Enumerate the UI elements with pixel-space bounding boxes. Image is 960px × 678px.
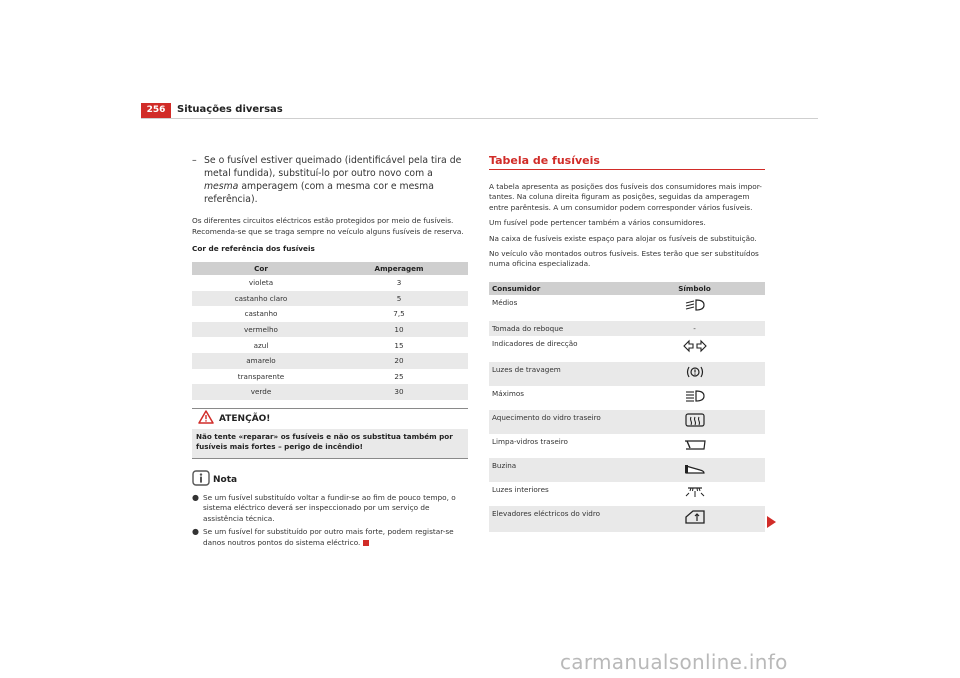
dash-text-after: amperagem (com a mesma cor e mesma referência). <box>204 181 434 205</box>
warning-title: ATENÇÃO! <box>219 413 271 424</box>
consumer-cell: Tomada do reboque <box>489 321 624 336</box>
table-row <box>192 337 468 353</box>
consumer-cell: Indicadores de direcção <box>492 338 578 348</box>
low-beam-icon <box>682 298 708 312</box>
amperage-cell: 20 <box>330 353 468 369</box>
table-row <box>489 336 765 362</box>
note-info-icon <box>192 470 210 490</box>
table-row <box>192 353 468 369</box>
bullet: ● <box>192 492 199 502</box>
dash-marker: – <box>192 155 197 166</box>
consumer-cell: Aquecimento do vidro traseiro <box>489 410 624 434</box>
color-cell: azul <box>253 340 269 350</box>
amperage-cell: 10 <box>330 322 468 338</box>
color-cell: amarelo <box>192 353 330 369</box>
paragraph: Na caixa de fusíveis existe espaço para alojar os fusíveis de substituição. <box>489 233 757 243</box>
color-cell: vermelho <box>192 322 330 338</box>
symbol-cell <box>624 336 765 362</box>
note-item-text: Se um fusível for substituído por outro mais forte, podem registar-se danos noutros pontos do sistema eléctrico. <box>203 527 454 547</box>
symbol-column-header: Símbolo <box>624 282 765 295</box>
table-row <box>489 295 765 321</box>
dash-item <box>192 154 468 206</box>
consumer-cell: Luzes interiores <box>492 484 549 494</box>
table-row <box>489 434 765 458</box>
section-end-marker <box>363 540 369 546</box>
warning-triangle-icon <box>198 409 214 428</box>
consumer-cell: Elevadores eléctricos do vidro <box>489 506 624 532</box>
rear-defrost-icon <box>682 413 708 427</box>
symbol-cell: - <box>624 321 765 336</box>
watermark: carmanualsonline.info <box>560 650 788 674</box>
bullet: ● <box>192 527 199 537</box>
note-header <box>192 470 468 490</box>
right-column <box>489 154 765 532</box>
symbol-cell <box>624 410 765 434</box>
table-row <box>489 506 765 532</box>
table-row <box>489 458 765 482</box>
fuse-table-header-row <box>489 282 765 295</box>
rear-wiper-icon <box>682 437 708 451</box>
consumer-cell: Buzina <box>489 458 624 482</box>
amperage-column-header: Amperagem <box>330 262 468 275</box>
symbol-cell <box>624 482 765 506</box>
note-item-text-wrap <box>203 527 468 548</box>
dash-item-text <box>204 154 468 206</box>
symbol-cell <box>624 434 765 458</box>
dash-text-italic: mesma <box>204 181 239 192</box>
section-title-rule <box>489 169 765 170</box>
amperage-cell: 3 <box>396 278 402 288</box>
fuse-table <box>489 282 765 532</box>
paragraph: Um fusível pode pertencer também a vários consumidores. <box>489 218 706 228</box>
table-row <box>192 369 468 385</box>
header-divider <box>141 118 818 119</box>
consumer-cell: Luzes de travagem <box>489 362 624 386</box>
page-header-title: Situações diversas <box>177 104 283 115</box>
left-column <box>192 154 468 548</box>
warning-text: Não tente «reparar» os fusíveis e não os substitua também por fusíveis mais fortes – perigo de incêndio! <box>196 431 453 452</box>
consumer-cell: Limpa-vidros traseiro <box>492 436 568 446</box>
power-window-icon <box>682 509 708 525</box>
color-cell: violeta <box>248 278 274 288</box>
color-cell: castanho claro <box>192 291 330 307</box>
table-row <box>192 275 468 291</box>
amperage-cell: 30 <box>330 384 468 400</box>
color-table-title: Cor de referência dos fusíveis <box>192 244 315 253</box>
color-table-header-row <box>192 262 468 275</box>
table-row <box>489 482 765 506</box>
page-number: 256 <box>141 103 171 118</box>
section-title: Tabela de fusíveis <box>489 154 600 167</box>
symbol-cell <box>624 362 765 386</box>
horn-icon <box>682 461 708 475</box>
turn-signal-icon <box>682 339 708 353</box>
color-cell: castanho <box>244 309 278 319</box>
warning-box <box>192 408 468 459</box>
symbol-cell <box>624 386 765 410</box>
symbol-cell <box>624 458 765 482</box>
consumer-cell: Máximos <box>492 388 524 398</box>
table-row <box>192 384 468 400</box>
table-row <box>192 322 468 338</box>
note-title: Nota <box>213 474 238 485</box>
amperage-cell: 15 <box>394 340 404 350</box>
high-beam-icon <box>682 389 708 403</box>
amperage-cell: 25 <box>394 371 404 381</box>
amperage-cell: 7,5 <box>393 309 405 319</box>
color-cell: transparente <box>237 371 285 381</box>
next-page-arrow-icon <box>767 516 776 528</box>
interior-light-icon <box>682 485 708 499</box>
consumer-cell: Médios <box>492 297 518 307</box>
symbol-cell <box>624 295 765 321</box>
note-item-text: Se um fusível substituído voltar a fundir-se ao fim de pouco tempo, o sistema eléctrico deverá ser inspeccionado por um serviço de assistência técnica. <box>203 492 456 523</box>
paragraph: No veículo vão montados outros fusíveis. Estes terão que ser substituídos numa oficina especializada. <box>489 249 759 269</box>
table-row <box>489 321 765 336</box>
color-table <box>192 262 468 400</box>
table-row <box>192 306 468 322</box>
amperage-cell: 5 <box>330 291 468 307</box>
table-row <box>489 410 765 434</box>
table-row <box>489 362 765 386</box>
warning-header <box>192 409 468 429</box>
note-item <box>192 527 468 548</box>
note-item <box>192 493 468 525</box>
table-row <box>192 291 468 307</box>
fuse-intro-text: Os diferentes circuitos eléctricos estão protegidos por meio de fusíveis. Recomenda-se que se traga sempre no veículo alguns fusíveis de reserva. <box>192 216 464 236</box>
brake-light-icon <box>682 365 708 379</box>
dash-text-before: Se o fusível estiver queimado (identificável pela tira de metal fundida), substituí-lo por outro novo com a <box>204 155 462 179</box>
symbol-cell <box>624 506 765 532</box>
color-cell: verde <box>192 384 330 400</box>
consumer-column-header: Consumidor <box>489 282 624 295</box>
paragraph: A tabela apresenta as posições dos fusíveis dos consumidores mais impor-tantes. Na coluna direita figuram as posições, seguidas da amperagem entre parêntesis. A um consumidor podem corresponder vários fusíveis. <box>489 182 762 212</box>
color-column-header: Cor <box>192 262 330 275</box>
table-row <box>489 386 765 410</box>
